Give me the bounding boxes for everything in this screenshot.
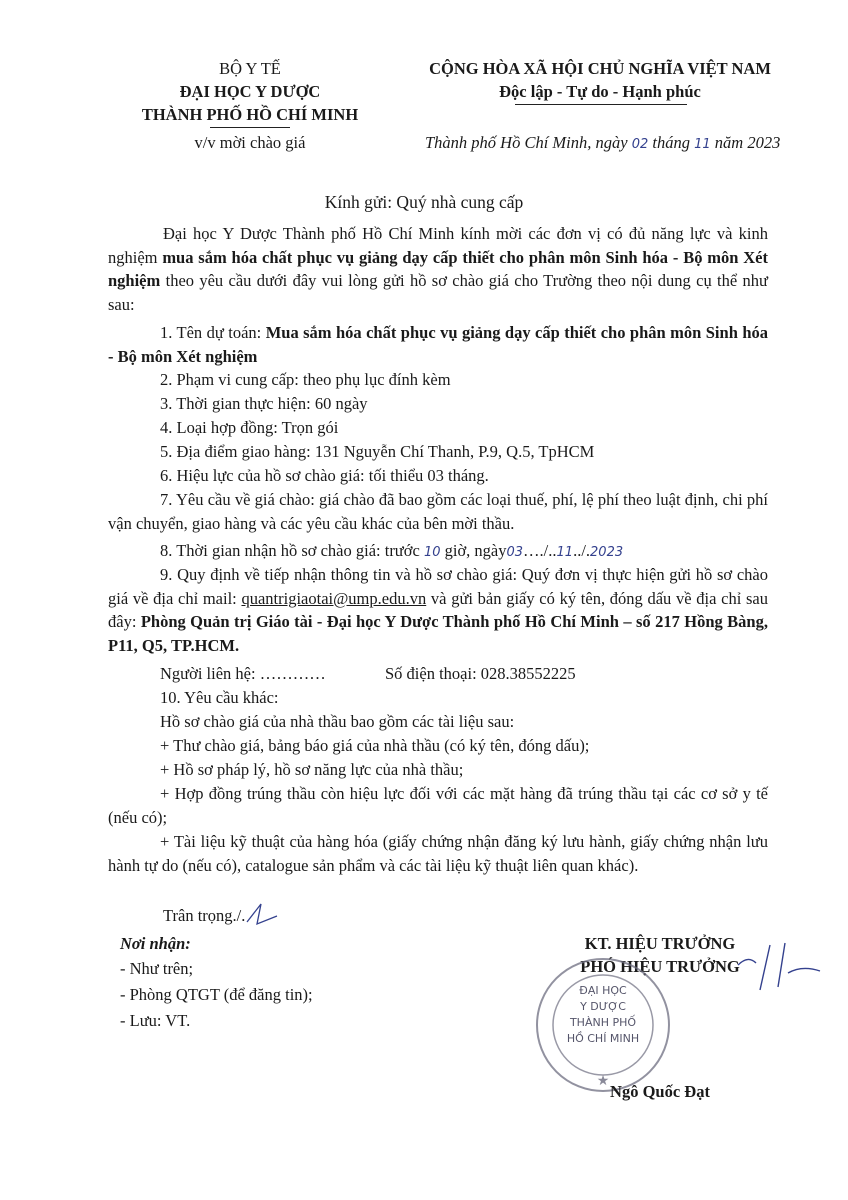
item-10-c: + Hợp đồng trúng thầu còn hiệu lực đối với các mặt hàng đã trúng thầu tại các cơ sở y tế (nếu có); (108, 784, 768, 827)
svg-text:★: ★ (596, 1074, 610, 1089)
item-1-bold: Mua sắm hóa chất phục vụ giảng dạy cấp thiết cho phân môn Sinh hóa - Bộ môn Xét nghiệm (108, 323, 768, 366)
item-8: 8. Thời gian nhận hồ sơ chào giá: trước 10 giờ, ngày03…./..11../.2023 (160, 541, 624, 560)
item-9 (108, 563, 768, 657)
intro-text-1: Đại học Y Dược Thành phố Hồ Chí Minh kính mời các đơn vị có đủ năng lực và kinh nghiệm (108, 224, 768, 267)
ministry-name: BỘ Y TẾ (219, 59, 281, 78)
stamp-line-2: Y DƯỢC (580, 1000, 626, 1013)
item-10-intro: Hồ sơ chào giá của nhà thầu bao gồm các tài liệu sau: (160, 712, 515, 731)
university-name: ĐẠI HỌC Y DƯỢC (179, 82, 321, 101)
university-city: THÀNH PHỐ HỒ CHÍ MINH (141, 105, 359, 124)
stamp-line-4: HỒ CHÍ MINH (566, 1032, 640, 1045)
recipients-title: Nơi nhận: (120, 934, 191, 953)
item-10-a: + Thư chào giá, bảng báo giá của nhà thầu (có ký tên, đóng dấu); (160, 736, 590, 755)
signature-role-1: KT. HIỆU TRƯỞNG (584, 934, 736, 953)
stamp-line-3: THÀNH PHỐ (569, 1016, 637, 1029)
item-8-hour: 10 (423, 545, 441, 560)
closing-mark (243, 898, 283, 928)
item-7: 7. Yêu cầu về giá chào: giá chào đã bao gồm các loại thuế, phí, lệ phí theo luật định, chi phí vận chuyển, giao hàng và các yêu cầu khác của bên mời thầu. (108, 490, 768, 533)
recipient-2: - Phòng QTGT (để đăng tin); (120, 985, 313, 1004)
nation-title: CỘNG HÒA XÃ HỘI CHỦ NGHĨA VIỆT NAM (429, 59, 771, 78)
item-8-text: 8. Thời gian nhận hồ sơ chào giá: trước (160, 541, 424, 560)
date-month: 11 (694, 137, 711, 152)
item-8-month: 11 (556, 545, 574, 560)
item-5: 5. Địa điểm giao hàng: 131 Nguyễn Chí Thanh, P.9, Q.5, TpHCM (160, 442, 595, 461)
intro-bold: mua sắm hóa chất phục vụ giảng dạy cấp thiết cho phân môn Sinh hóa - Bộ môn Xét nghiệm (108, 247, 768, 291)
item-8-day: 03 (506, 545, 524, 560)
closing: Trân trọng./. (163, 906, 246, 925)
item-3: 3. Thời gian thực hiện: 60 ngày (160, 394, 368, 413)
item-8-year: 2023 (590, 545, 624, 560)
date-month-label: tháng (652, 133, 690, 152)
item-10: 10. Yêu cầu khác: (160, 688, 279, 707)
motto-underline (515, 104, 687, 105)
item-9-address: Phòng Quản trị Giáo tài - Đại học Y Dược Thành phố Hồ Chí Minh – số 217 Hồng Bàng, P11, Q5, TP.HCM. (108, 612, 768, 655)
header-right (400, 57, 800, 103)
intro-paragraph (108, 222, 768, 316)
recipient-1: - Như trên; (120, 959, 194, 978)
signature-role-2: PHÓ HIỆU TRƯỞNG (580, 957, 740, 976)
subject-line: v/v mời chào giá (194, 133, 306, 152)
header-left-underline (210, 127, 290, 128)
item-6: 6. Hiệu lực của hồ sơ chào giá: tối thiểu 03 tháng. (160, 466, 489, 485)
header-left (120, 57, 380, 126)
official-stamp (533, 955, 673, 1095)
recipient-3: - Lưu: VT. (120, 1011, 191, 1030)
item-1-label: 1. Tên dự toán: (160, 323, 266, 342)
stamp-line-1: ĐẠI HỌC (579, 984, 627, 997)
salutation: Kính gửi: Quý nhà cung cấp (324, 192, 524, 212)
stamp-text (533, 983, 673, 1047)
intro-text-2: theo yêu cầu dưới đây vui lòng gửi hồ sơ chào giá cho Trường theo nội dung cụ thể như sau: (108, 271, 768, 314)
handwritten-signature (730, 935, 830, 995)
item-9-text: 9. Quy định về tiếp nhận thông tin và hồ sơ chào giá: Quý đơn vị thực hiện gửi hồ sơ chào giá về địa chỉ mail: (108, 565, 768, 608)
date-day: 02 (631, 137, 649, 152)
contact-phone: Số điện thoại: 028.38552225 (385, 664, 576, 683)
nation-motto: Độc lập - Tự do - Hạnh phúc (499, 82, 701, 101)
email-link[interactable]: quantrigiaotai@ump.edu.vn (241, 588, 427, 608)
date-line (425, 131, 780, 156)
item-8-text-2: giờ, ngày (440, 541, 507, 560)
contact-person: Người liên hệ: ………… (160, 664, 326, 683)
item-4: 4. Loại hợp đồng: Trọn gói (160, 418, 339, 437)
item-10-b: + Hồ sơ pháp lý, hồ sơ năng lực của nhà thầu; (160, 760, 464, 779)
signer-name: Ngô Quốc Đạt (610, 1082, 710, 1101)
date-prefix: Thành phố Hồ Chí Minh, ngày (425, 133, 628, 152)
item-2: 2. Phạm vi cung cấp: theo phụ lục đính kèm (160, 370, 451, 389)
item-9-text-2: và gửi bản giấy có ký tên, đóng dấu về địa chỉ sau đây: (108, 588, 768, 632)
item-1 (108, 321, 768, 368)
item-10-d: + Tài liệu kỹ thuật của hàng hóa (giấy chứng nhận đăng ký lưu hành, giấy chứng nhận lưu hành tự do (nếu có), catalogue sản phẩm và các tài liệu kỹ thuật liên quan khác). (108, 832, 768, 875)
date-year-label: năm 2023 (714, 133, 781, 152)
